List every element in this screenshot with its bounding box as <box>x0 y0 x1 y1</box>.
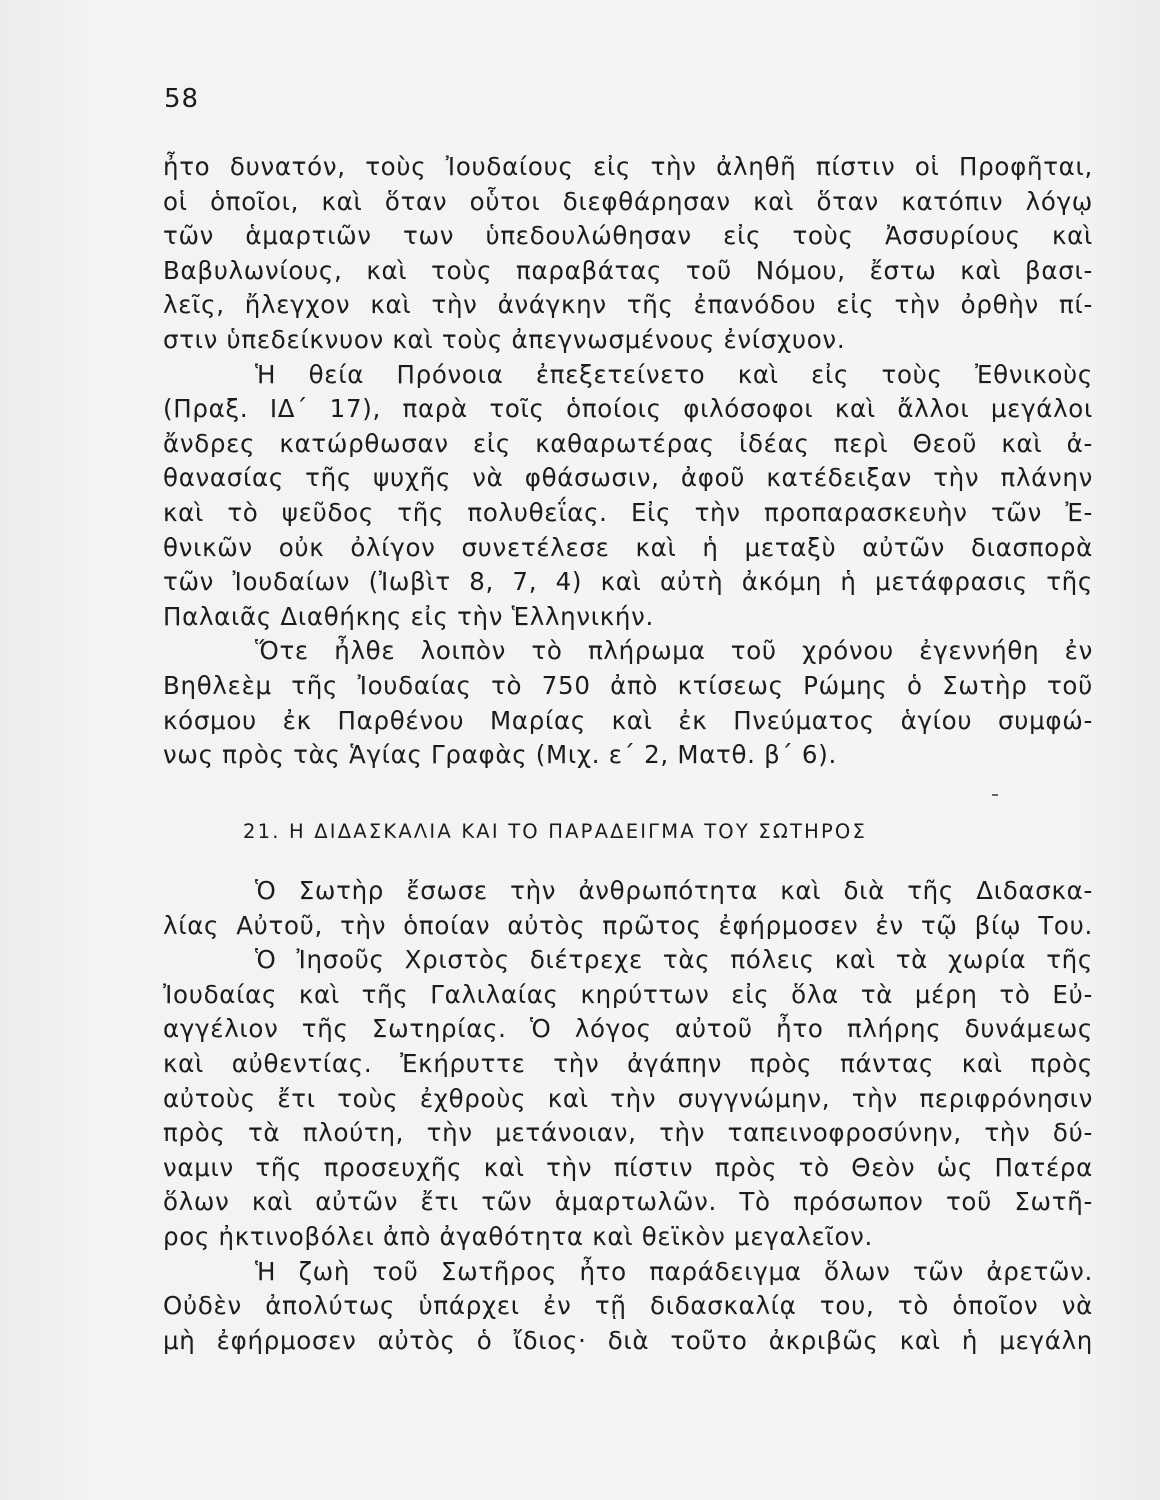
text-line: Οὐδὲν ἀπολύτως ὑπάρχει ἐν τῇ διδασκαλίᾳ του, τὸ ὁποῖον νὰ <box>163 1291 1093 1321</box>
text-line: κόσμου ἐκ Παρθένου Μαρίας καὶ ἐκ Πνεύματος ἁγίου συμφώ- <box>163 705 1093 735</box>
paragraph-start-line: Ὅτε ἦλθε λοιπὸν τὸ πλήρωμα τοῦ χρόνου ἐγεννήθη ἐν <box>255 636 1093 666</box>
text-line: Ἰουδαίας καὶ τῆς Γαλιλαίας κηρύττων εἰς ὅλα τὰ μέρη τὸ Εὐ- <box>163 979 1093 1009</box>
text-line: Βαβυλωνίους, καὶ τοὺς παραβάτας τοῦ Νόμου, ἔστω καὶ βασι- <box>163 255 1093 285</box>
text-line: καὶ τὸ ψεῦδος τῆς πολυθεΐας. Εἰς τὴν προπαρασκευὴν τῶν Ἐ- <box>163 497 1093 527</box>
text-line: ἄνδρες κατώρθωσαν εἰς καθαρωτέρας ἰδέας περὶ Θεοῦ καὶ ἀ- <box>163 428 1093 458</box>
text-line: λίας Αὐτοῦ, τὴν ὁποίαν αὐτὸς πρῶτος ἐφήρμοσεν ἐν τῷ βίῳ Του. <box>163 910 1093 940</box>
text-line: νως πρὸς τὰς Ἁγίας Γραφὰς (Μιχ. ε΄ 2, Ματθ. β΄ 6). <box>163 740 837 770</box>
text-line: μὴ ἐφήρμοσεν αὐτὸς ὁ ἴδιος· διὰ τοῦτο ἀκριβῶς καὶ ἡ μεγάλη <box>163 1325 1093 1355</box>
section-2-body <box>163 874 1093 1358</box>
text-line: οἱ ὁποῖοι, καὶ ὅταν οὗτοι διεφθάρησαν καὶ ὅταν κατόπιν λόγῳ <box>163 186 1093 216</box>
text-line: Παλαιᾶς Διαθήκης εἰς τὴν Ἑλληνικήν. <box>163 601 654 631</box>
text-line: ναμιν τῆς προσευχῆς καὶ τὴν πίστιν πρὸς τὸ Θεὸν ὡς Πατέρα <box>163 1152 1093 1182</box>
text-line: καὶ αὐθεντίας. Ἐκήρυττε τὴν ἀγάπην πρὸς πάντας καὶ πρὸς <box>163 1048 1093 1078</box>
text-line: αὐτοὺς ἔτι τοὺς ἐχθροὺς καὶ τὴν συγγνώμην, τὴν περιφρόνησιν <box>163 1083 1093 1113</box>
text-line: Βηθλεὲμ τῆς Ἰουδαίας τὸ 750 ἀπὸ κτίσεως Ρώμης ὁ Σωτὴρ τοῦ <box>163 670 1093 700</box>
page-number: 58 <box>164 84 200 114</box>
margin-mark <box>992 794 998 796</box>
text-line: πρὸς τὰ πλούτη, τὴν μετάνοιαν, τὴν ταπεινοφροσύνην, τὴν δύ- <box>163 1118 1093 1148</box>
text-line: (Πραξ. ΙΔ΄ 17), παρὰ τοῖς ὁποίοις φιλόσοφοι καὶ ἄλλοι μεγάλοι <box>163 394 1093 424</box>
section-heading: 21. Η ΔΙΔΑΣΚΑΛΙΑ ΚΑΙ ΤΟ ΠΑΡΑΔΕΙΓΜΑ ΤΟΥ ΣΩΤΗΡΟΣ <box>243 820 867 843</box>
text-line: θνικῶν οὐκ ὀλίγον συνετέλεσε καὶ ἡ μεταξὺ αὐτῶν διασπορὰ <box>163 532 1093 562</box>
text-line: αγγέλιον τῆς Σωτηρίας. Ὁ λόγος αὐτοῦ ἦτο πλήρης δυνάμεως <box>163 1014 1093 1044</box>
text-line: θανασίας τῆς ψυχῆς νὰ φθάσωσιν, ἀφοῦ κατέδειξαν τὴν πλάνην <box>163 463 1093 493</box>
paragraph-start-line: Ὁ Ἰησοῦς Χριστὸς διέτρεχε τὰς πόλεις καὶ τὰ χωρία τῆς <box>255 945 1093 975</box>
paragraph-start-line: Ἡ θεία Πρόνοια ἐπεξετείνετο καὶ εἰς τοὺς Ἐθνικοὺς <box>255 359 1093 389</box>
text-line: τῶν Ἰουδαίων (Ἰωβὶτ 8, 7, 4) καὶ αὐτὴ ἀκόμη ἡ μετάφρασις τῆς <box>163 567 1093 597</box>
text-line: ὅλων καὶ αὐτῶν ἔτι τῶν ἁμαρτωλῶν. Τὸ πρόσωπον τοῦ Σωτῆ- <box>163 1187 1093 1217</box>
text-line: λεῖς, ἤλεγχον καὶ τὴν ἀνάγκην τῆς ἐπανόδου εἰς τὴν ὀρθὴν πί- <box>163 290 1093 320</box>
text-line: στιν ὑπεδείκνυον καὶ τοὺς ἀπεγνωσμένους ἐνίσχυον. <box>163 324 846 354</box>
text-line: ἦτο δυνατόν, τοὺς Ἰουδαίους εἰς τὴν ἀληθῆ πίστιν οἱ Προφῆται, <box>163 152 1093 181</box>
text-line: ρος ἠκτινοβόλει ἀπὸ ἀγαθότητα καὶ θεϊκὸν μεγαλεῖον. <box>163 1221 874 1251</box>
section-1-body <box>163 150 1093 773</box>
paragraph-start-line: Ἡ ζωὴ τοῦ Σωτῆρος ἦτο παράδειγμα ὅλων τῶν ἀρετῶν. <box>255 1256 1093 1286</box>
paragraph-start-line: Ὁ Σωτὴρ ἔσωσε τὴν ἀνθρωπότητα καὶ διὰ τῆς Διδασκα- <box>255 876 1093 905</box>
text-line: τῶν ἁμαρτιῶν των ὑπεδουλώθησαν εἰς τοὺς Ἀσσυρίους καὶ <box>163 221 1093 251</box>
